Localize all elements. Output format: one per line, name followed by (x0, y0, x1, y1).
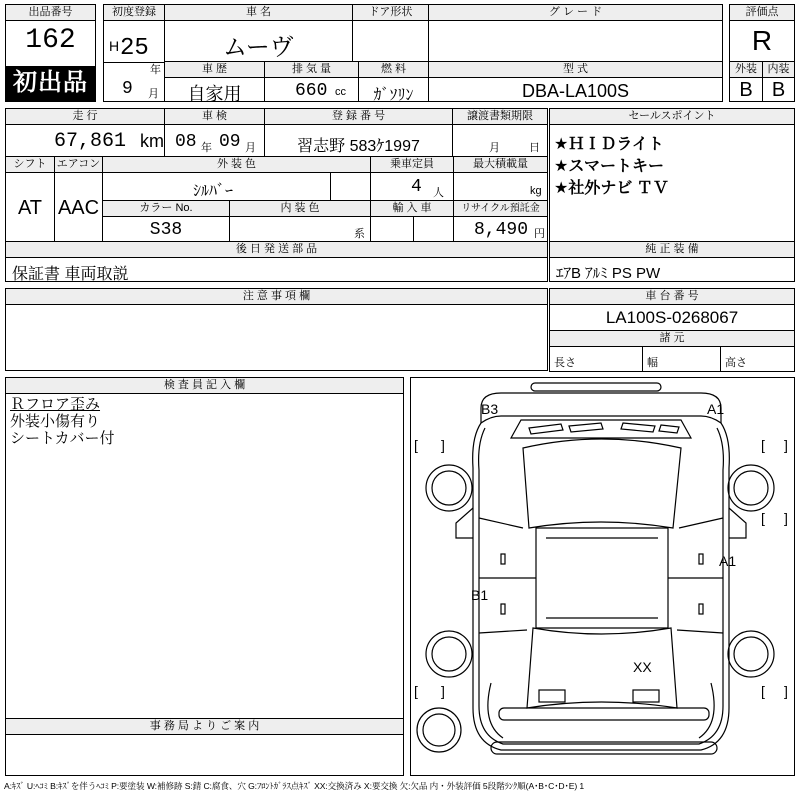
genuine-equipment-box (549, 241, 795, 282)
caution-box (5, 288, 548, 371)
car-diagram (410, 377, 795, 776)
registration-month-unit: 月 (148, 88, 159, 100)
exterior-grade-box (729, 61, 763, 102)
first-listing-badge: 初出品 (6, 66, 95, 101)
model-code: DBA-LA100S (521, 81, 630, 101)
sales-point: ★スマートキー (554, 158, 665, 175)
interior-grade-label: 内装 (763, 62, 794, 78)
inspector-notes-box (5, 377, 404, 719)
color-number: S38 (149, 220, 183, 240)
car-history: 自家用 (187, 84, 242, 104)
model-code-label: 型 式 (429, 62, 722, 78)
score-box (729, 4, 795, 62)
interior-color-label: 内 装 色 (230, 201, 370, 217)
max-load-box (453, 156, 548, 201)
fuel-box (358, 61, 429, 102)
chassis-box (549, 288, 795, 331)
car-name-box (164, 4, 353, 62)
displacement-label: 排 気 量 (265, 62, 358, 78)
transfer-deadline-day-unit: 日 (529, 142, 540, 154)
bracket-rear-left-open: [ (414, 683, 418, 699)
color-number-box (102, 200, 230, 242)
spec-length-label: 長さ (554, 357, 576, 369)
sales-point: ★ＨＩＤライト (554, 136, 664, 153)
later-parts: 保証書 車両取説 (12, 266, 129, 283)
inspection-month: 09 (219, 132, 241, 152)
exterior-grade-label: 外装 (730, 62, 762, 78)
mileage-label: 走 行 (6, 109, 164, 125)
bracket-left-close: ] (441, 437, 445, 453)
specs-label: 諸 元 (550, 331, 794, 347)
score-label: 評価点 (730, 5, 794, 21)
spec-height-label: 高さ (725, 357, 747, 369)
bracket-rear-right-close: ] (784, 683, 788, 699)
office-notice-label: 事 務 局 よ り ご 案 内 (6, 719, 403, 735)
registration-year: 25 (120, 35, 149, 62)
spec-width-label: 幅 (647, 357, 658, 369)
damage-mark-a1-right: A1 (719, 553, 737, 569)
plate-label: 登 録 番 号 (265, 109, 452, 125)
damage-mark-a1-front: A1 (707, 401, 725, 417)
sales-points-box (549, 108, 795, 242)
inspection-box (164, 108, 265, 157)
aircon: AAC (57, 197, 100, 219)
max-load-label: 最大積載量 (454, 157, 547, 173)
transfer-deadline-month-unit: 月 (489, 142, 500, 154)
bracket-right-close: ] (784, 437, 788, 453)
capacity-label: 乗車定員 (371, 157, 453, 173)
inspection-month-unit: 月 (245, 142, 256, 154)
displacement-box (264, 61, 359, 102)
office-notice-box (5, 718, 404, 776)
door-type-label: ドア形状 (353, 5, 428, 21)
import-label: 輸 入 車 (371, 201, 453, 217)
car-name: ムーヴ (223, 34, 294, 61)
shift-box (5, 156, 55, 242)
genuine-equipment-label: 純 正 装 備 (550, 242, 794, 258)
inspector-note: Ｒフロア歪み (10, 396, 101, 413)
bracket-mid-open: [ (761, 510, 765, 526)
mileage-unit: km (140, 131, 164, 151)
door-type-box (352, 4, 429, 62)
max-load-unit: kg (530, 185, 542, 197)
interior-color-box (229, 200, 371, 242)
shift: AT (17, 197, 43, 219)
exterior-color-box (102, 156, 371, 201)
history-label: 車 歴 (165, 62, 264, 78)
inspection-year-unit: 年 (201, 142, 212, 154)
recycle-fee: 8,490 (474, 220, 529, 240)
capacity: 4 (411, 177, 422, 197)
inspector-note: シートカバー付 (10, 430, 115, 447)
aircon-label: エアコン (55, 157, 102, 173)
caution-label: 注 意 事 項 欄 (6, 289, 547, 305)
interior-grade-box (762, 61, 795, 102)
plate-box (264, 108, 453, 157)
bracket-mid-close: ] (784, 510, 788, 526)
specs-box (549, 330, 795, 372)
registration-month: 9 (122, 79, 133, 99)
registration-year-unit: 年 (150, 64, 161, 76)
capacity-box (370, 156, 454, 201)
aircon-box (54, 156, 103, 242)
evaluation-score: R (751, 25, 773, 56)
registration-era: H (109, 38, 120, 54)
inspector-note: 外装小傷有り (10, 413, 101, 430)
exterior-color: ｼﾙﾊﾞｰ (193, 183, 234, 200)
exterior-color-label: 外 装 色 (103, 157, 370, 173)
capacity-unit: 人 (433, 187, 444, 199)
grade-label: グ レ ー ド (429, 5, 722, 21)
chassis-number: LA100S-0268067 (605, 308, 739, 327)
car-outline-svg (411, 378, 794, 775)
car-name-label: 車 名 (165, 5, 352, 21)
bracket-rear-left-close: ] (441, 683, 445, 699)
color-number-label: カラー No. (103, 201, 229, 217)
fuel-label: 燃 料 (359, 62, 428, 78)
inspection-label: 車 検 (165, 109, 264, 125)
inspector-notes-label: 検 査 員 記 入 欄 (6, 378, 403, 394)
inspection-year: 08 (175, 132, 197, 152)
model-code-box (428, 61, 723, 102)
later-parts-label: 後 日 発 送 部 品 (6, 242, 547, 258)
transfer-deadline-box (452, 108, 548, 157)
damage-code-legend: A:ｷｽﾞ U:ﾍｺﾐ B:ｷｽﾞを伴うﾍｺﾐ P:要塗装 W:補修跡 S:錆 C:腐食、穴 G:ﾌﾛﾝﾄｶﾞﾗｽ点ｷｽﾞ XX:交換済み X:要交換 欠:欠品 内・外装評価 5段階ﾗﾝｸ順(A･B･C･D･E) 1 (4, 781, 585, 791)
displacement: 660 (295, 81, 328, 101)
bracket-rear-right-open: [ (761, 683, 765, 699)
displacement-unit: cc (335, 86, 346, 98)
sales-points-label: セールスポイント (550, 109, 794, 125)
bracket-right-open: [ (761, 437, 765, 453)
recycle-fee-unit: 円 (534, 228, 545, 240)
recycle-label: リサイクル預託金 (454, 201, 547, 217)
damage-mark-xx: XX (633, 659, 652, 675)
history-box (164, 61, 265, 102)
first-registration-box (103, 4, 165, 102)
transfer-deadline-label: 譲渡書類期限 (453, 109, 547, 125)
mileage: 67,861 (54, 130, 127, 153)
shift-label: シフト (6, 157, 54, 173)
exterior-grade: B (739, 79, 753, 101)
sales-point: ★社外ナビ ＴＶ (554, 180, 669, 197)
grade-box (428, 4, 723, 62)
lot-number: 162 (25, 25, 76, 56)
import-box (370, 200, 454, 242)
damage-mark-b3: B3 (481, 401, 499, 417)
interior-color-suffix: 系 (354, 228, 365, 240)
mileage-box (5, 108, 165, 157)
genuine-equipment: ｴｱB ｱﾙﾐ PS PW (556, 265, 661, 282)
first-registration-label: 初度登録 (104, 5, 164, 21)
later-parts-box (5, 241, 548, 282)
chassis-label: 車 台 番 号 (550, 289, 794, 305)
interior-grade: B (771, 79, 786, 101)
plate-number: 習志野 583ｹ1997 (297, 138, 420, 155)
recycle-box (453, 200, 548, 242)
lot-number-label: 出品番号 (6, 5, 95, 21)
fuel-type: ｶﾞｿﾘﾝ (373, 87, 414, 104)
bracket-left-open: [ (414, 437, 418, 453)
damage-mark-b1: B1 (471, 587, 489, 603)
